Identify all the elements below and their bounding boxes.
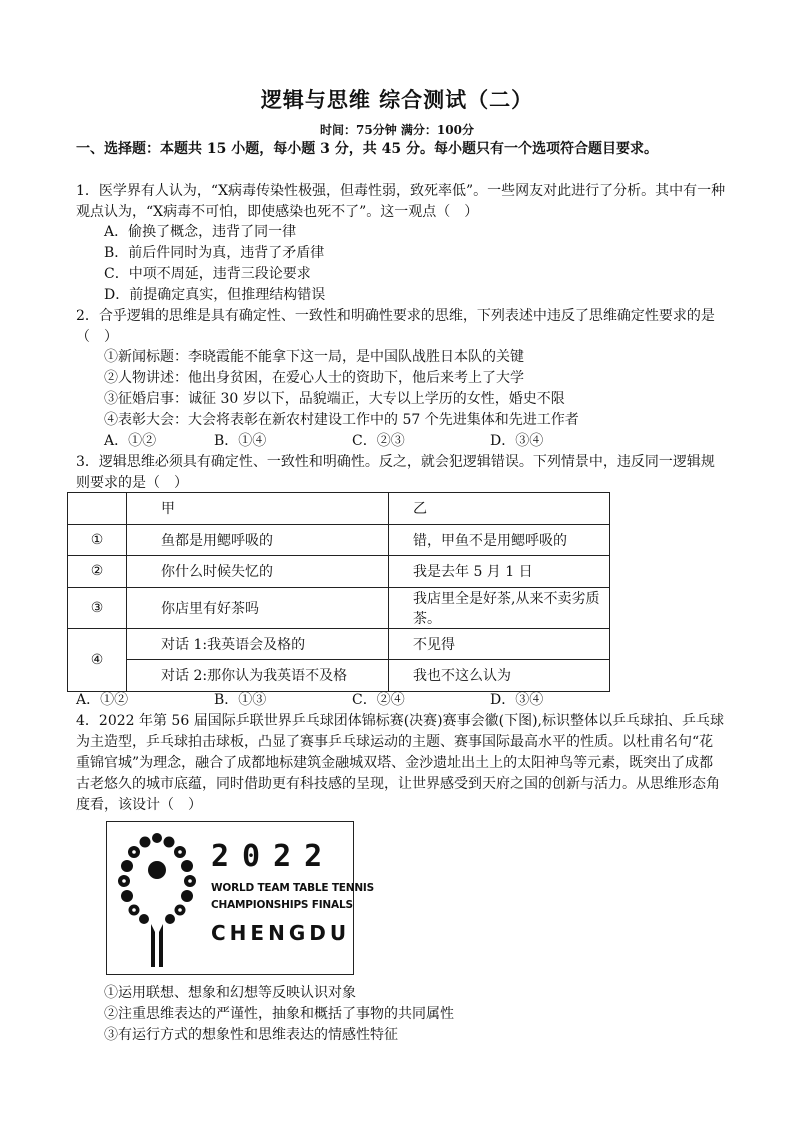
table-cell-index: ② [68,556,127,588]
q3-choice-b: B．①③ [214,692,267,708]
q1-option-b: B．前后件同时为真，违背了矛盾律 [104,245,325,261]
q2-item-2: ②人物讲述：他出身贫困，在爱心人士的资助下，他后来考上了大学 [104,370,524,386]
table-cell-yi: 错，甲鱼不是用鳃呼吸的 [389,524,610,556]
logo-year: 2022 [211,839,336,874]
q3-table [67,492,610,692]
table-header-row [68,493,610,525]
championship-logo [106,821,374,975]
table-cell-yi: 不见得 [389,628,610,660]
q3-choice-d: D．③④ [490,692,544,708]
logo-line-1: WORLD TEAM TABLE TENNIS [211,882,374,894]
table-header-cell: 甲 [127,493,389,525]
page-title: 逻辑与思维 综合测试（二） [260,87,534,112]
table-cell-jia: 你店里有好茶吗 [127,587,389,628]
q3-choice-c: C．②④ [352,692,405,708]
table-cell-index: ① [68,524,127,556]
q4-item-3: ③有运行方式的想象性和思维表达的情感性特征 [104,1027,398,1043]
question-2-stem: 2．合乎逻辑的思维是具有确定性、一致性和明确性要求的思维，下列表述中违反了思维确定性要求的是（ ） [76,308,715,345]
q1-option-a: A．偷换了概念，违背了同一律 [104,224,297,240]
q4-item-1: ①运用联想、想象和幻想等反映认识对象 [104,985,356,1001]
table-header-cell [68,493,127,525]
table-cell-yi: 我店里全是好茶,从来不卖劣质茶。 [389,587,610,628]
table-cell-jia: 你什么时候失忆的 [127,556,389,588]
table-cell-jia: 对话 2:那你认为我英语不及格 [127,660,389,692]
table-cell-index: ③ [68,587,127,628]
table-row [68,660,610,692]
question-3-stem: 3．逻辑思维必须具有确定性、一致性和明确性。反之，就会犯逻辑错误。下列情景中，违反同一逻辑规则要求的是（ ） [76,454,715,491]
table-cell-yi: 我也不这么认为 [389,660,610,692]
question-4-stem: 4．2022 年第 56 届国际乒联世界乒乓球团体锦标赛(决赛)赛事会徽(下图),标识整体以乒乓球拍、乒乓球为主造型，乒乓球拍击球板，凸显了赛事乒乓球运动的主题、赛事国际最高水平的性质。以杜甫名句“花重锦官城”为理念，融合了成都地标建筑金融城双塔、金沙遗址出土上的太阳神鸟等元素，既突出了成都古老悠久的城市底蕴，同时借助更有科技感的呈现，让世界感受到天府之国的创新与活力。从思维形态角度看，该设计（ ） [76,713,724,813]
table-row [68,587,610,628]
exam-meta: 时间：75分钟 满分：100分 [320,123,474,137]
section-heading: 一、选择题：本题共 15 小题，每小题 3 分，共 45 分。每小题只有一个选项符合题目要求。 [76,141,658,157]
table-cell-jia: 鱼都是用鳃呼吸的 [127,524,389,556]
q1-option-d: D．前提确定真实，但推理结构错误 [104,287,326,303]
logo-city: CHENGDU [211,921,351,945]
q2-item-3: ③征婚启事：诚征 30 岁以下，品貌端正，大专以上学历的女性，婚史不限 [104,391,565,407]
q2-choice-c: C．②③ [352,433,405,449]
table-cell-index: ④ [68,628,127,691]
q4-item-2: ②注重思维表达的严谨性，抽象和概括了事物的共同属性 [104,1006,454,1022]
q2-choice-a: A．①② [104,433,157,449]
table-row [68,628,610,660]
q2-item-1: ①新闻标题：李晓霞能不能拿下这一局，是中国队战胜日本队的关键 [104,349,524,365]
table-row [68,524,610,556]
q3-choice-a: A．①② [76,692,129,708]
table-cell-yi: 我是去年 5 月 1 日 [389,556,610,588]
table-row [68,556,610,588]
logo-line-2: CHAMPIONSHIPS FINALS [211,899,353,911]
q2-item-4: ④表彰大会：大会将表彰在新农村建设工作中的 57 个先进集体和先进工作者 [104,412,579,428]
q1-option-c: C．中项不周延，违背三段论要求 [104,266,311,282]
table-cell-jia: 对话 1:我英语会及格的 [127,628,389,660]
q2-choice-d: D．③④ [490,433,544,449]
question-1-stem: 1．医学界有人认为，“X病毒传染性极强，但毒性弱，致死率低”。一些网友对此进行了分析。其中有一种观点认为，“X病毒不可怕，即使感染也死不了”。这一观点（ ） [76,183,726,220]
q2-choice-b: B．①④ [214,433,267,449]
table-header-cell: 乙 [389,493,610,525]
